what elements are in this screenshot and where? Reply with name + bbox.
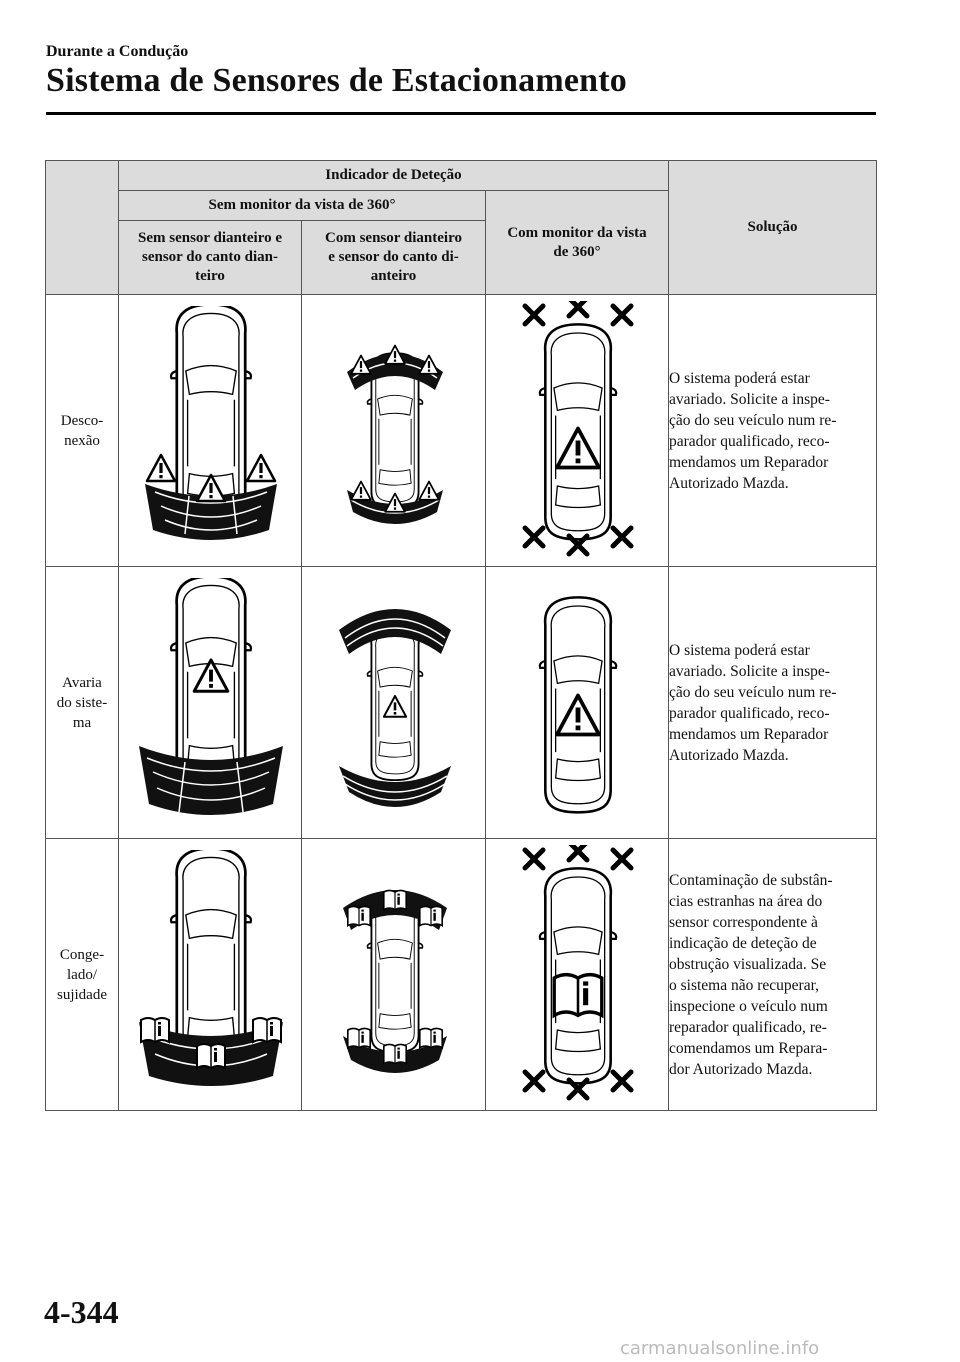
header-line: anteiro (370, 268, 417, 284)
header-blank-cell (46, 161, 119, 295)
solution-line: indicação de deteção de (669, 934, 817, 952)
header-without-monitor: Sem monitor da vista de 360° (119, 191, 486, 221)
row-label-malfunction (46, 567, 119, 839)
header-line: e sensor do canto di- (328, 249, 459, 265)
header-line: teiro (195, 268, 225, 284)
page-title: Sistema de Sensores de Estacionamento (46, 62, 627, 99)
diagram-360-disconnection (486, 295, 669, 567)
row-label-disconnection (46, 295, 119, 567)
solution-line: parador qualificado, reco- (669, 432, 830, 450)
diagram-front-rear-disconnection (302, 295, 486, 567)
row-label-line: lado/ (67, 966, 97, 983)
solution-line: o sistema não recuperar, (669, 976, 820, 994)
detection-table (45, 160, 877, 1111)
solution-line: dor Autorizado Mazda. (669, 1060, 813, 1078)
manual-info-icon (383, 1044, 405, 1063)
manual-info-icon (141, 1018, 169, 1042)
header-with-monitor-line: Com monitor da vista (507, 224, 647, 241)
row-label-line: sujidade (57, 986, 107, 1003)
solution-line: obstrução visualizada. Se (669, 955, 827, 973)
diagram-360-frozen (486, 839, 669, 1111)
row-label-line: nexão (64, 432, 100, 449)
header-line: Sem sensor dianteiro e (137, 230, 283, 246)
header-without-front-sensor (119, 221, 302, 295)
row-label-line: Desco- (60, 412, 104, 429)
manual-info-icon (554, 974, 602, 1015)
solution-line: cias estranhas na área do (669, 892, 823, 910)
solution-disconnection (669, 295, 877, 567)
solution-line: inspecione o veículo num (669, 997, 828, 1015)
solution-line: reparador qualificado, re- (669, 1018, 827, 1036)
solution-line: avariado. Solicite a inspe- (669, 390, 830, 408)
solution-line: avariado. Solicite a inspe- (669, 662, 830, 680)
manual-info-icon (347, 906, 369, 925)
sensor-error-icon (525, 306, 543, 324)
sensor-error-icon (525, 850, 543, 868)
row-label-line: ma (72, 714, 92, 731)
solution-line: parador qualificado, reco- (669, 704, 830, 722)
diagram-rear-only-malfunction (119, 567, 302, 839)
solution-line: sensor correspondente à (669, 913, 818, 931)
diagram-360-malfunction (486, 567, 669, 839)
sensor-error-icon (525, 528, 543, 546)
solution-frozen-dirt (669, 839, 877, 1111)
solution-line: ção do seu veículo num re- (669, 411, 837, 429)
solution-line: O sistema poderá estar (669, 369, 810, 387)
solution-line: mendamos um Reparador (669, 453, 829, 471)
header-solution: Solução (669, 161, 877, 295)
solution-line: O sistema poderá estar (669, 641, 810, 659)
header-with-monitor (486, 191, 669, 295)
table-row (46, 295, 877, 567)
header-with-front-sensor (302, 221, 486, 295)
solution-line: mendamos um Reparador (669, 725, 829, 743)
sensor-error-icon (569, 845, 587, 860)
row-label-frozen-dirt (46, 839, 119, 1111)
manual-info-icon (253, 1018, 281, 1042)
solution-line: comendamos um Repara- (669, 1039, 828, 1057)
warning-icon (419, 481, 439, 499)
manual-info-icon (383, 890, 405, 909)
manual-info-icon (347, 1028, 369, 1047)
sensor-error-icon (525, 1072, 543, 1090)
sensor-error-icon (613, 1072, 631, 1090)
sensor-error-icon (613, 850, 631, 868)
header-line: sensor do canto dian- (142, 249, 278, 265)
solution-line: Autorizado Mazda. (669, 474, 789, 492)
manual-info-icon (197, 1044, 225, 1068)
page-number: 4-344 (44, 1294, 119, 1330)
sensor-error-icon (613, 528, 631, 546)
warning-icon (351, 481, 371, 499)
title-rule (46, 112, 876, 115)
diagram-front-rear-frozen (302, 839, 486, 1111)
footer-watermark: carmanualsonline.info (620, 1338, 820, 1359)
warning-icon (147, 455, 175, 481)
header-with-monitor-line: de 360° (553, 243, 601, 260)
table-row (46, 567, 877, 839)
manual-info-icon (419, 906, 441, 925)
sensor-error-icon (569, 301, 587, 316)
row-label-line: Conge- (59, 946, 105, 963)
diagram-front-rear-malfunction (302, 567, 486, 839)
diagram-rear-only-frozen (119, 839, 302, 1111)
header-indicator: Indicador de Deteção (119, 161, 669, 191)
table-row (46, 839, 877, 1111)
manual-info-icon (419, 1028, 441, 1047)
solution-line: ção do seu veículo num re- (669, 683, 837, 701)
row-label-line: Avaria (62, 674, 102, 691)
row-label-line: do siste- (56, 694, 108, 711)
header-line: Com sensor dianteiro (325, 230, 462, 246)
section-heading: Durante a Condução (46, 43, 189, 60)
diagram-rear-only-disconnection (119, 295, 302, 567)
solution-line: Contaminação de substân- (669, 871, 833, 889)
solution-line: Autorizado Mazda. (669, 746, 789, 764)
warning-icon (247, 455, 275, 481)
solution-malfunction (669, 567, 877, 839)
sensor-error-icon (613, 306, 631, 324)
